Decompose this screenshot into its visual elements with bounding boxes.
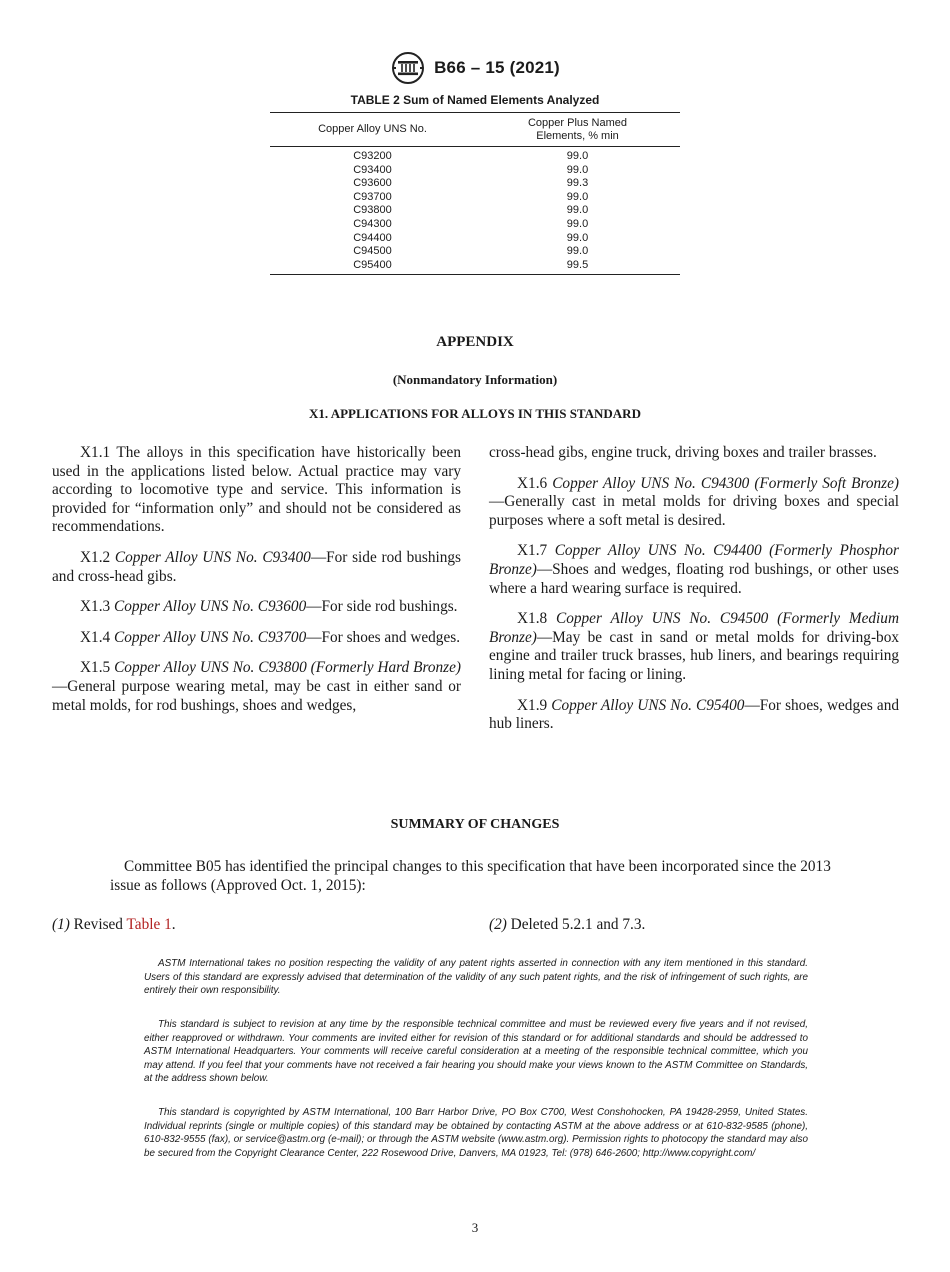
- table-row: C93800 99.0: [353, 204, 589, 217]
- appendix-section-title: X1. APPLICATIONS FOR ALLOYS IN THIS STANDARD: [309, 406, 641, 421]
- paragraph-x1-1: X1.1 The alloys in this specification have historically been used in the applications listed below. Actual practice may vary according to locomotive type and service. This information is provided for “information only” and should not be considered as recommendations.: [52, 444, 461, 536]
- paragraph-x1-8: X1.8 Copper Alloy UNS No. C94500 (Formerly Medium Bronze)—May be cast in sand or metal molds for driving-box engine and trailer truck brasses, hub liners, and bearings requiring lining metal for facing or lining.: [489, 610, 900, 683]
- summary-title: SUMMARY OF CHANGES: [390, 817, 560, 832]
- right-column: [489, 444, 899, 746]
- table-row: C95400 99.5: [353, 258, 589, 271]
- summary-intro: Committee B05 has identified the principal changes to this specification that have been incorporated since the 2013 issue as follows (Approved Oct. 1, 2015):: [110, 858, 831, 894]
- paragraph-x1-7: X1.7 Copper Alloy UNS No. C94400 (Formerly Phosphor Bronze)—Shoes and wedges, floating rod bushings, or other uses where a hard wearing surface is required.: [489, 542, 899, 597]
- document-designation: B66 – 15 (2021): [434, 58, 560, 77]
- table-row: C93200 99.0: [353, 150, 589, 162]
- change-item-1: (1) Revised Table 1.: [52, 916, 176, 933]
- document-header: [0, 50, 950, 86]
- revision-notice: This standard is subject to revision at any time by the responsible technical committee and must be reviewed every five years and if not revised, either reapproved or withdrawn. Your comments are invited either for revision of this standard or for additional standards and should be addressed to ASTM International Headquarters. Your comments will receive careful consideration at a meeting of the responsible technical committee, which you may attend. If you feel that your comments have not received a fair hearing you should make your views known to the ASTM Committee on Standards, at the address shown below.: [144, 1019, 808, 1085]
- paragraph-x1-5-continued: cross-head gibs, engine truck, driving boxes and trailer brasses.: [489, 444, 877, 461]
- astm-logo-icon: [390, 50, 426, 86]
- table-1-link[interactable]: Table 1: [126, 916, 172, 933]
- table-row: C94300 99.0: [353, 217, 589, 230]
- change-item-2: (2) Deleted 5.2.1 and 7.3.: [489, 916, 646, 933]
- table-header-row: [270, 112, 680, 147]
- appendix-title: APPENDIX: [436, 334, 514, 350]
- paragraph-x1-4: X1.4 Copper Alloy UNS No. C93700—For shoes and wedges.: [80, 628, 461, 646]
- table-row: C93600 99.3: [353, 177, 589, 190]
- left-column: [52, 444, 461, 727]
- table-row: C94400 99.0: [353, 231, 589, 244]
- appendix-subtitle: (Nonmandatory Information): [392, 372, 558, 387]
- table-row: C94500 99.0: [353, 245, 589, 258]
- paragraph-x1-6: X1.6 Copper Alloy UNS No. C94300 (Formerly Soft Bronze)—Generally cast in metal molds for driving boxes and special purposes where a soft metal is desired.: [489, 474, 899, 529]
- table-2: [270, 112, 680, 275]
- column-header-value: Copper Plus Named Elements, % min: [527, 116, 628, 142]
- column-header-alloy: Copper Alloy UNS No.: [318, 123, 427, 135]
- paragraph-x1-5: X1.5 Copper Alloy UNS No. C93800 (Formerly Hard Bronze)—General purpose wearing metal, may be cast in either sand or metal molds, for rod bushings, shoes and wedges,: [52, 659, 461, 714]
- copyright-notice: This standard is copyrighted by ASTM International, 100 Barr Harbor Drive, PO Box C700, West Conshohocken, PA 19428-2959, United States. Individual reprints (single or multiple copies) of this standard may be obtained by contacting ASTM at the above address or at 610-832-9585 (phone), 610-832-9555 (fax), or service@astm.org (e-mail); or through the ASTM website (www.astm.org). Permission rights to photocopy the standard may also be secured from the Copyright Clearance Center, 222 Rosewood Drive, Danvers, MA 01923, Tel: (978) 646-2600; http://www.copyright.com/: [144, 1107, 808, 1159]
- paragraph-x1-2: X1.2 Copper Alloy UNS No. C93400—For side rod bushings and cross-head gibs.: [52, 548, 462, 585]
- table-row: C93400 99.0: [353, 163, 589, 176]
- paragraph-x1-9: X1.9 Copper Alloy UNS No. C95400—For shoes, wedges and hub liners.: [489, 696, 899, 733]
- table-caption: TABLE 2 Sum of Named Elements Analyzed: [350, 93, 600, 107]
- paragraph-x1-3: X1.3 Copper Alloy UNS No. C93600—For side rod bushings.: [80, 598, 458, 616]
- patent-notice: ASTM International takes no position respecting the validity of any patent rights asserted in connection with any item mentioned in this standard. Users of this standard are expressly advised that determination of the validity of any such patent rights, and the risk of infringement of such rights, are entirely their own responsibility.: [144, 958, 808, 997]
- table-body: [270, 147, 680, 275]
- page-number: 3: [471, 1220, 479, 1235]
- table-row: C93700 99.0: [353, 190, 589, 203]
